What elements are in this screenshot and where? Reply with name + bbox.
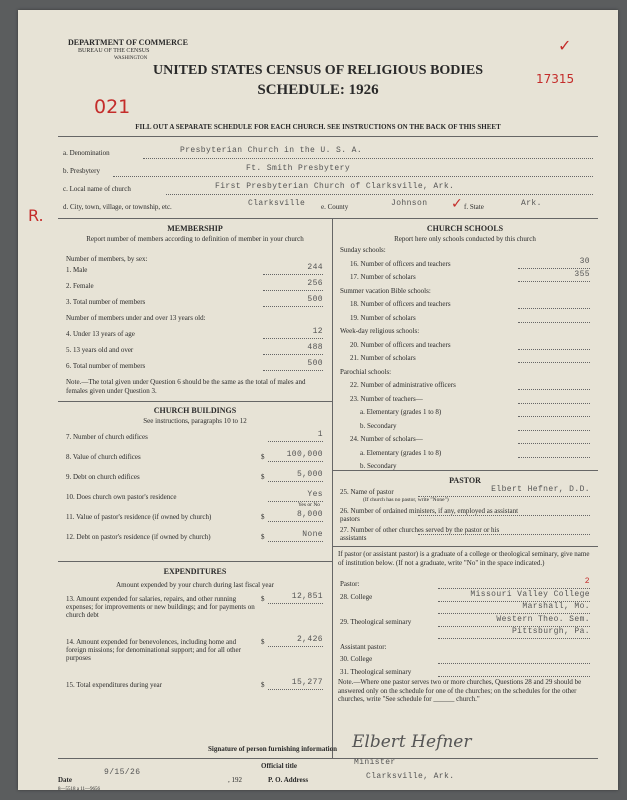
official-title-value: Minister — [354, 758, 396, 767]
pastor-row-sub: (If church has no pastor, write "None") — [363, 497, 449, 503]
buildings-heading: CHURCH BUILDINGS — [153, 406, 237, 415]
building-row-answer-line — [268, 461, 323, 462]
building-row-value: 5,000 — [296, 470, 323, 479]
pastor-row-label: 25. Name of pastor — [340, 488, 394, 496]
pastor-college-note: If pastor (or assistant pastor) is a graduate of a college or theological seminary, give name of institution below. (If not a graduate, write "No" in the space indicated.) — [338, 550, 590, 567]
pastor-college-row-label: Assistant pastor: — [340, 642, 387, 651]
school-row-label: Summer vacation Bible schools: — [340, 286, 431, 295]
membership-row-label: 4. Under 13 years of age — [66, 330, 135, 338]
school-row-answer-line — [518, 470, 590, 471]
membership-row-value: 500 — [307, 359, 323, 368]
membership-intro: Report number of members according to definition of member in your church — [86, 235, 304, 243]
membership-heading: MEMBERSHIP — [167, 224, 223, 233]
po-address-label: P. O. Address — [268, 776, 309, 784]
form-code: 8—5518 a 11—9656 — [58, 787, 101, 792]
school-row-label: 20. Number of officers and teachers — [350, 340, 451, 349]
pastor-college-row-label: 29. Theological seminary — [340, 617, 412, 626]
school-row-label: 16. Number of officers and teachers — [350, 259, 451, 268]
pastor-college-row-answer-line — [438, 676, 590, 677]
label-denomination: a. Denomination — [63, 149, 110, 157]
membership-row-answer-line — [263, 306, 323, 307]
building-row-label: 12. Debt on pastor's residence (if owned by church) — [66, 533, 211, 541]
value-state: Ark. — [521, 199, 542, 208]
label-church-name: c. Local name of church — [63, 185, 131, 193]
handwritten-number: 021 — [94, 96, 131, 118]
school-row-label: 22. Number of administrative officers — [350, 381, 456, 389]
census-form-sheet — [18, 10, 618, 790]
church-schools-heading: CHURCH SCHOOLS — [426, 224, 504, 233]
building-row-sub: Yes or No — [298, 502, 321, 508]
school-row-label: 24. Number of scholars— — [350, 435, 423, 443]
building-row-value: None — [302, 530, 323, 539]
school-row-label: b. Secondary — [360, 462, 397, 470]
membership-row-label: 6. Total number of members — [66, 362, 146, 370]
building-row-label: 10. Does church own pastor's residence — [66, 493, 177, 501]
school-row-answer-line — [518, 457, 590, 458]
pastor-college-row-value: Pittsburgh, Pa. — [511, 627, 590, 636]
school-row-answer-line — [518, 362, 590, 363]
church-schools-intro: Report here only schools conducted by this church — [394, 235, 536, 243]
city: WASHINGTON — [114, 56, 148, 61]
official-title-label: Official title — [261, 762, 297, 770]
membership-row-label: Number of members under and over 13 years old: — [66, 314, 206, 322]
school-row-answer-line — [518, 281, 590, 282]
pastor-row-value: Elbert Hefner, D.D. — [491, 485, 590, 494]
building-row-currency: $ — [261, 453, 265, 461]
building-row-label: 8. Value of church edifices — [66, 453, 141, 461]
pastor-college-row-label: 31. Theological seminary — [340, 667, 412, 676]
membership-row-answer-line — [263, 274, 323, 275]
membership-row-value: 244 — [307, 263, 323, 272]
building-row-label: 9. Debt on church edifices — [66, 473, 140, 481]
value-presbytery: Ft. Smith Presbytery — [246, 164, 351, 173]
school-row-answer-line — [518, 443, 590, 444]
membership-row-label: 2. Female — [66, 282, 94, 290]
schedule-title: SCHEDULE: 1926 — [257, 82, 379, 98]
building-row-value: Yes — [307, 490, 323, 499]
school-row-answer-line — [518, 403, 590, 404]
school-row-label: Sunday schools: — [340, 246, 386, 254]
instructions-banner: FILL OUT A SEPARATE SCHEDULE FOR EACH CHURCH. SEE INSTRUCTIONS ON THE BACK OF THIS SHEET — [135, 123, 501, 131]
expenditure-row-currency: $ — [261, 638, 265, 646]
school-row-answer-line — [518, 416, 590, 417]
membership-row-label: 5. 13 years old and over — [66, 346, 134, 354]
pastor-note: Note.—Where one pastor serves two or more churches, Questions 28 and 29 should be answered only on the schedule for one of the churches; on the schedules for the other churches, write "See schedule for ______ church." — [338, 678, 582, 703]
expenditures-intro: Amount expended by your church during last fiscal year — [116, 581, 274, 589]
school-row-label: a. Elementary (grades 1 to 8) — [360, 408, 442, 416]
date-year-suffix: , 192 — [228, 776, 242, 784]
school-row-label: Parochial schools: — [340, 367, 392, 376]
expenditure-row-currency: $ — [261, 681, 265, 689]
label-presbytery: b. Presbytery — [63, 167, 100, 175]
expenditure-row-currency: $ — [261, 595, 265, 603]
building-row-answer-line — [268, 441, 323, 442]
building-row-answer-line — [268, 481, 323, 482]
label-city: d. City, town, village, or township, etc. — [63, 203, 172, 211]
membership-row-value: 488 — [307, 343, 323, 352]
expenditure-row-answer-line — [268, 603, 323, 604]
stamp-number: 17315 — [536, 72, 575, 86]
expenditure-row-label: 14. Amount expended for benevolences, including home and foreign missions; for denominational support; and for all other purposes — [66, 638, 241, 662]
school-row-label: 18. Number of officers and teachers — [350, 300, 451, 308]
signature: Elbert Hefner — [352, 732, 472, 752]
form-title: UNITED STATES CENSUS OF RELIGIOUS BODIES — [152, 63, 483, 78]
school-row-label: 23. Number of teachers— — [350, 394, 423, 403]
pastor-row-label: 27. Number of other churches served by the pastor or his assistants — [340, 526, 500, 542]
pastor-college-row-answer-line — [438, 663, 590, 664]
building-row-answer-line — [268, 521, 323, 522]
pastor-row-answer-line — [418, 515, 590, 516]
membership-note: Note.—The total given under Question 6 should be the same as the total of males and females given under Question 3. — [66, 378, 306, 395]
po-address-value: Clarksville, Ark. — [366, 772, 455, 781]
expenditure-row-answer-line — [268, 646, 323, 647]
pastor-college-row-value: Marshall, Mo. — [522, 602, 590, 611]
membership-row-answer-line — [263, 290, 323, 291]
pastor-row-label: 26. Number of ordained ministers, if any, employed as assistant pastors — [340, 507, 519, 523]
pastor-college-row-value: Western Theo. Sem. — [496, 614, 590, 624]
membership-row-label: 1. Male — [66, 266, 88, 274]
expenditure-row-value: 2,426 — [296, 635, 323, 644]
membership-row-value: 500 — [307, 295, 323, 304]
school-row-label: 19. Number of scholars — [350, 313, 416, 322]
membership-row-answer-line — [263, 354, 323, 355]
school-row-answer-line — [518, 389, 590, 390]
value-church-name: First Presbyterian Church of Clarksville, Ark. — [215, 182, 455, 191]
school-row-label: Week-day religious schools: — [340, 327, 420, 335]
school-row-answer-line — [518, 268, 590, 269]
value-denomination: Presbyterian Church in the U. S. A. — [180, 146, 363, 155]
building-row-currency: $ — [261, 513, 265, 521]
expenditure-row-value: 12,851 — [291, 592, 323, 601]
school-row-answer-line — [518, 322, 590, 323]
date-value: 9/15/26 — [104, 768, 141, 777]
expenditure-row-value: 15,277 — [291, 678, 323, 687]
membership-row-answer-line — [263, 370, 323, 371]
expenditure-row-answer-line — [268, 689, 323, 690]
building-row-label: 7. Number of church edifices — [66, 433, 148, 441]
handwritten-mark-r: R. — [28, 206, 44, 225]
school-row-label: b. Secondary — [360, 421, 397, 430]
expenditure-row-label: 13. Amount expended for salaries, repairs, and other running expenses; for improvements or new buildings; and for payments on church debt — [66, 595, 255, 619]
date-label: Date — [58, 776, 72, 784]
pastor-college-row-value: 2 — [584, 577, 590, 586]
building-row-currency: $ — [261, 533, 265, 541]
value-county: Johnson — [391, 199, 428, 208]
school-row-label: a. Elementary (grades 1 to 8) — [360, 448, 442, 457]
check-mark-county: ✓ — [451, 196, 463, 212]
check-mark-top: ✓ — [558, 36, 572, 55]
department-title: DEPARTMENT OF COMMERCE — [68, 38, 189, 47]
label-county: e. County — [321, 203, 349, 211]
membership-row-value: 256 — [307, 279, 323, 288]
membership-row-value: 12 — [312, 327, 323, 336]
pastor-row-answer-line — [418, 534, 590, 535]
bureau-title: BUREAU OF THE CENSUS — [78, 48, 150, 54]
pastor-college-row-label: 28. College — [340, 592, 373, 601]
pastor-heading: PASTOR — [449, 476, 481, 485]
membership-sex-heading: Number of members, by sex: — [66, 255, 148, 263]
school-row-answer-line — [518, 430, 590, 431]
school-row-answer-line — [518, 349, 590, 350]
school-row-label: 21. Number of scholars — [350, 354, 416, 362]
building-row-label: 11. Value of pastor's residence (if owned by church) — [66, 513, 212, 521]
expenditures-heading: EXPENDITURES — [163, 567, 227, 576]
building-row-currency: $ — [261, 473, 265, 481]
label-state: f. State — [464, 203, 484, 211]
pastor-college-row-answer-line — [438, 638, 590, 639]
building-row-answer-line — [268, 541, 323, 542]
expenditure-row-label: 15. Total expenditures during year — [66, 681, 162, 689]
building-row-value: 8,000 — [296, 510, 323, 519]
building-row-value: 100,000 — [286, 450, 323, 459]
membership-row-label: 3. Total number of members — [66, 298, 146, 306]
school-row-value: 355 — [574, 270, 590, 279]
pastor-college-row-label: Pastor: — [340, 580, 360, 588]
building-row-value: 1 — [317, 430, 323, 439]
school-row-label: 17. Number of scholars — [350, 273, 416, 281]
membership-row-answer-line — [263, 338, 323, 339]
buildings-intro: See instructions, paragraphs 10 to 12 — [143, 417, 247, 425]
value-city: Clarksville — [248, 199, 306, 208]
school-row-value: 30 — [579, 256, 590, 266]
school-row-answer-line — [518, 308, 590, 309]
pastor-college-row-value: Missouri Valley College — [470, 589, 590, 599]
pastor-college-row-label: 30. College — [340, 655, 373, 663]
signature-label: Signature of person furnishing information — [208, 745, 337, 753]
